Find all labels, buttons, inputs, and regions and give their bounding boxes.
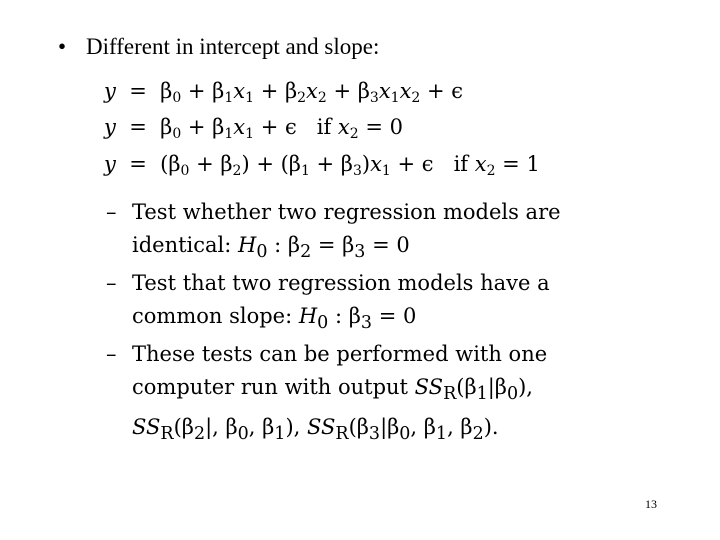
- sub-item-text: Test whether two regression models are identical: $H_0$ : $\beta_2 = \beta_3 = 0$: [132, 200, 561, 263]
- sub-item-common-slope-test: [106, 267, 606, 340]
- page-number: 13: [645, 497, 657, 511]
- equation-condition: if $x_2 = 0$: [316, 115, 403, 142]
- bullet-heading: [58, 33, 379, 61]
- sub-item-text: These tests can be performed with one computer run with output $SS_R(\beta_1|\beta_0)$, $SS_R(\beta_2|$, $\beta_0$, $\beta_1$), $SS_R(\beta_3|\beta_0$, $\beta_1$, $\beta_2$).: [132, 342, 548, 445]
- bullet-text: Different in intercept and slope:: [86, 34, 380, 59]
- sub-item-identical-test: [106, 196, 606, 269]
- equation-condition: if $x_2 = 1$: [453, 152, 540, 179]
- equation-x2-zero: $y = \beta_0 + \beta_1x_1 + \epsilon$ if $x_2 = 0$: [104, 115, 403, 142]
- dash-marker: –: [106, 342, 117, 366]
- equation-x2-one: $y = (\beta_0 + \beta_2) + (\beta_1 + \beta_3)x_1 + \epsilon$ if $x_2 = 1$: [104, 152, 540, 179]
- sub-item-text: Test that two regression models have a common slope: $H_0$ : $\beta_3 = 0$: [132, 271, 550, 334]
- dash-marker: –: [106, 200, 117, 224]
- bullet-marker: •: [58, 34, 67, 59]
- sub-item-computer-run: [106, 338, 606, 451]
- equation-full-model: $y = \beta_0 + \beta_1x_1 + \beta_2x_2 + \beta_3x_1x_2 + \epsilon$: [104, 79, 464, 106]
- dash-marker: –: [106, 271, 117, 295]
